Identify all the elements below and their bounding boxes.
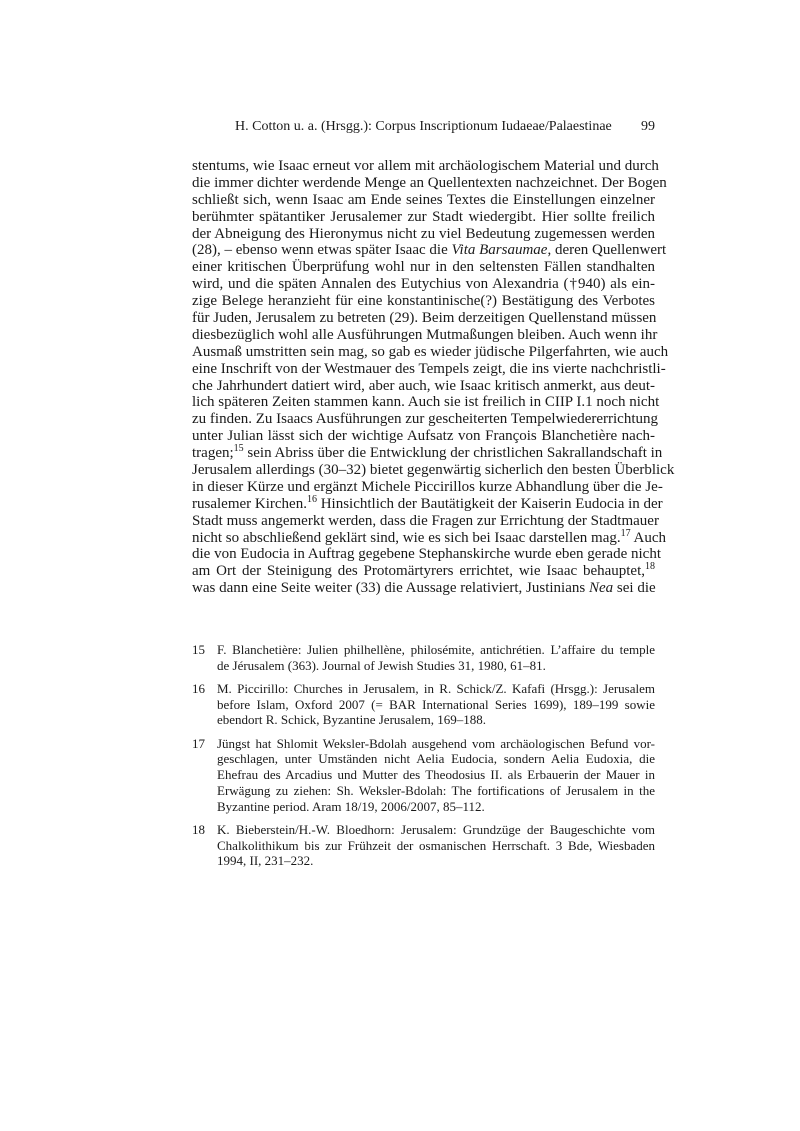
footnote-text [217, 681, 655, 728]
text-run[interactable]: die von Eudocia in Auftrag gegebene Stephanskirche wurde eben gerade nicht [192, 546, 661, 563]
body-line [192, 276, 655, 293]
text-run[interactable]: Jerusalem allerdings (30–32) bietet gegenwärtig sicherlich den besten Überblick [192, 462, 675, 479]
footnote [192, 642, 655, 674]
text-run[interactable]: lich späteren Zeiten stammen kann. Auch sie ist freilich in CIIP I.1 noch nicht [192, 394, 660, 411]
body-line [192, 443, 663, 462]
body-line [192, 343, 669, 361]
text-run[interactable]: berühmter spätantiker Jerusalemer zur Stadt wiedergibt. Hier sollte freilich [192, 208, 655, 225]
italic-title: Vita Barsaumae [451, 242, 548, 259]
text-run[interactable]: (28), – ebenso wenn etwas später Isaac die [192, 242, 452, 259]
running-header [192, 119, 655, 137]
footnote-line: 1994, II, 231–232. [217, 853, 314, 869]
italic-title: Nea [588, 580, 614, 597]
text-run[interactable]: , deren Quellenwert [547, 242, 667, 259]
footnote-number: 18 [192, 821, 205, 837]
footnote-ref[interactable]: 17 [620, 527, 631, 539]
footnote-text [217, 736, 655, 815]
footnote-line: Erwägung zu ziehen: Sh. Weksler-Bdolah: The fortifications of Jerusalem in the [217, 782, 655, 798]
body-text [192, 158, 675, 597]
text-run[interactable]: was dann eine Seite weiter (33) die Aussage relativiert, Justinians [192, 580, 589, 597]
text-run[interactable]: tragen; [192, 445, 234, 462]
body-line [192, 493, 663, 513]
body-line [192, 478, 663, 496]
body-line [192, 546, 661, 563]
footnote-line: de Jérusalem (363). Journal of Jewish Studies 31, 1980, 61–81. [217, 657, 546, 673]
text-run[interactable]: für Juden, Jerusalem zu betreten (29). Beim derzeitigen Quellenstand müssen [192, 310, 657, 327]
text-run[interactable]: che Jahrhundert datiert wird, aber auch, wie Isaac kritisch anmerkt, aus deut- [192, 377, 655, 394]
body-line [192, 293, 655, 310]
body-line [192, 158, 659, 175]
page-number: 99 [641, 119, 655, 134]
body-line [192, 360, 666, 378]
footnote-line: M. Piccirillo: Churches in Jerusalem, in R. Schick/Z. Kafafi (Hrsgg.): Jerusalem [217, 680, 655, 696]
text-run[interactable]: Ausmaß umstritten sein mag, so gab es wieder jüdische Pilgerfahrten, wie auch [192, 343, 669, 360]
text-run[interactable]: diesbezüglich wohl alle Ausführungen Mutmaßungen bleiben. Auch wenn ihr [192, 326, 658, 343]
footnotes [192, 642, 655, 877]
body-line [192, 580, 655, 597]
text-run[interactable]: am Ort der Steinigung des Protomärtyrers errichtet, wie Isaac behauptet, [192, 563, 645, 580]
text-run[interactable]: schließt sich, wenn Isaac am Ende seines Textes die Einstellungen einzelner [192, 191, 655, 208]
body-line [192, 259, 655, 276]
text-run[interactable]: unter Julian lässt sich der wichtige Aufsatz von François Blanchetière nach- [192, 428, 655, 445]
body-line [192, 394, 660, 411]
text-run[interactable]: in dieser Kürze und ergänzt Michele Piccirillos kurze Abhandlung über die Je- [192, 478, 663, 495]
footnote-text [217, 642, 655, 674]
body-line [192, 512, 659, 530]
text-run[interactable]: stentums, wie Isaac erneut vor allem mit archäologischem Material und durch [192, 158, 659, 174]
body-line [192, 310, 655, 327]
footnote [192, 681, 655, 728]
text-run[interactable]: rusalemer Kirchen. [192, 495, 307, 512]
body-line [192, 242, 667, 259]
text-run[interactable]: sein Abriss über die Entwicklung der christlichen Sakrallandschaft in [243, 445, 663, 462]
text-run[interactable]: eine Inschrift von der Westmauer des Tempels zeigt, die ins vierte nachchristli- [192, 360, 666, 377]
footnote-ref[interactable]: 16 [306, 493, 317, 505]
footnote [192, 736, 655, 815]
footnote-number: 17 [192, 735, 205, 751]
body-line [192, 527, 667, 547]
footnote-line: F. Blanchetière: Julien philhellène, philosémite, antichrétien. L’affaire du temple [217, 642, 655, 657]
text-run[interactable]: Hinsichtlich der Bautätigkeit der Kaiserin Eudocia in der [316, 495, 663, 512]
body-line [192, 209, 655, 226]
text-run[interactable]: Stadt muss angemerkt werden, dass die Fragen zur Errichtung der Stadtmauer [192, 512, 659, 529]
body-line [192, 378, 655, 395]
body-line [192, 411, 658, 428]
body-line [192, 563, 655, 580]
text-run[interactable]: die immer dichter werdende Menge an Quellentexten nachzeichnet. Der Bogen [192, 174, 667, 191]
footnote-text [217, 822, 655, 869]
footnote-line: Chalkolithikum bis zur Frühzeit der osmanischen Herrschaft. 3 Bde, Wiesbaden [217, 837, 655, 853]
footnote-ref[interactable]: 15 [233, 443, 244, 455]
footnote-line: ebendort R. Schick, Byzantine Jerusalem, 169–188. [217, 712, 486, 728]
text-run[interactable]: zige Belege heranzieht für eine konstantinische(?) Bestätigung des Verbotes [192, 293, 655, 310]
body-line [192, 192, 655, 209]
text-run[interactable]: Auch [630, 529, 667, 546]
footnote-line: K. Bieberstein/H.-W. Bloedhorn: Jerusalem: Grundzüge der Baugeschichte vom [217, 821, 655, 837]
footnote [192, 822, 655, 869]
text-run[interactable]: sei die [613, 580, 656, 597]
body-line [192, 428, 655, 445]
text-run[interactable]: zu finden. Zu Isaacs Ausführungen zur gescheiterten Tempelwiedererrichtung [192, 411, 658, 428]
footnote-line: Byzantine period. Aram 18/19, 2006/2007, 85–112. [217, 798, 485, 814]
footnote-ref[interactable]: 18 [645, 561, 655, 573]
body-line [192, 174, 667, 192]
footnote-line: geschlagen, unter Umständen nicht Aelia Eudocia, sondern Aelia Eudoxia, die [217, 751, 655, 767]
text-run[interactable]: einer kritischen Überprüfung wohl nur in den seltensten Fällen standhalten [192, 259, 655, 276]
running-title: H. Cotton u. a. (Hrsgg.): Corpus Inscriptionum Iudaeae/Palaestinae [235, 119, 612, 134]
footnote-line: before Islam, Oxford 2007 (= BAR International Series 1699), 189–199 sowie [217, 696, 655, 712]
text-run[interactable]: der Abneigung des Hieronymus nicht zu viel Bedeutung zugemessen werden [192, 225, 655, 242]
body-line [192, 462, 675, 479]
footnote-line: Jüngst hat Shlomit Weksler-Bdolah ausgehend vom archäologischen Befund vor- [217, 735, 655, 751]
footnote-number: 15 [192, 642, 205, 657]
text-run[interactable]: nicht so abschließend geklärt sind, wie es sich bei Isaac darstellen mag. [192, 529, 621, 546]
body-line [192, 326, 658, 344]
footnote-line: Ehefrau des Arcadius und Mutter des Theodosius II. als Erbauerin der Mauer in [217, 767, 655, 783]
body-line [192, 226, 655, 243]
footnote-number: 16 [192, 680, 205, 696]
text-run[interactable]: wird, und die späten Annalen des Eutychius von Alexandria (†940) als ein- [192, 276, 655, 293]
